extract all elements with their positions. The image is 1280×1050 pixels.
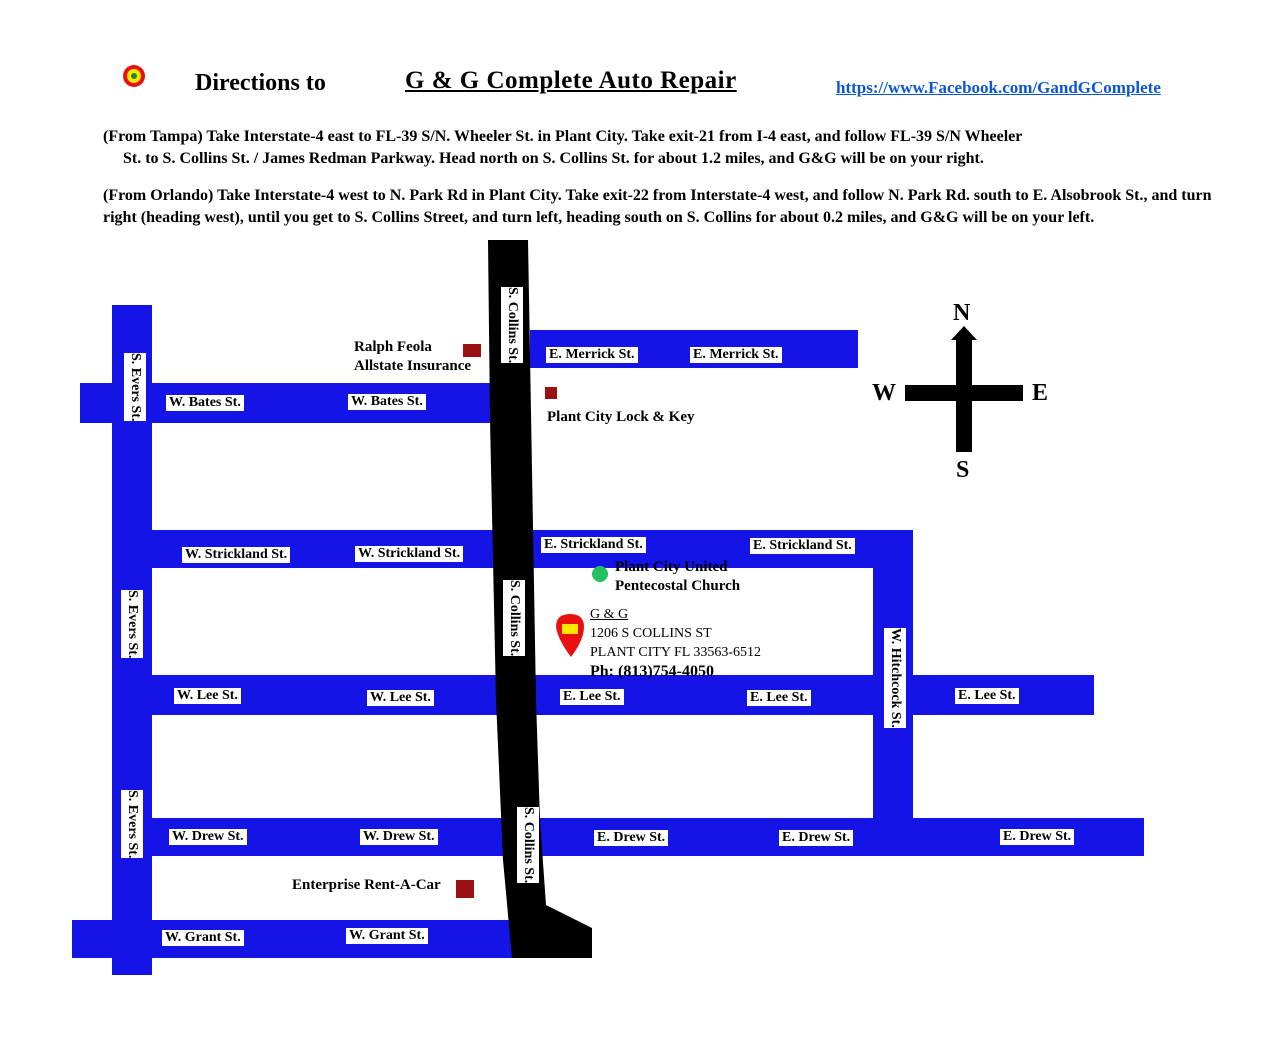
label-evers-top: S. Evers St. (124, 353, 146, 421)
label-grant-1: W. Grant St. (162, 930, 244, 946)
ralph-feola-label (354, 338, 471, 376)
road-grant (72, 920, 532, 958)
label-lee-e2: E. Lee St. (747, 690, 811, 706)
label-strickland-w2: W. Strickland St. (355, 546, 463, 562)
location-pin-icon (556, 614, 584, 657)
logo-icon (123, 65, 145, 87)
compass-south: S (956, 457, 970, 483)
business-title: G & G Complete Auto Repair (405, 67, 737, 94)
label-merrick-1: E. Merrick St. (546, 347, 638, 363)
label-bates-1: W. Bates St. (166, 395, 244, 411)
label-lee-w2: W. Lee St. (367, 690, 434, 706)
label-lee-e1: E. Lee St. (560, 689, 624, 705)
label-strickland-e1: E. Strickland St. (541, 537, 646, 553)
directions-from-tampa (103, 126, 1223, 170)
label-bates-2: W. Bates St. (348, 394, 426, 410)
compass-east: E (1032, 380, 1049, 406)
label-collins-bottom: S. Collins St. (517, 807, 539, 883)
label-hitchcock: W. Hitchcock St. (884, 628, 906, 728)
label-drew-e1: E. Drew St. (594, 830, 668, 846)
business-name: G & G (590, 607, 629, 622)
tampa-line-1: (From Tampa) Take Interstate-4 east to FL-39 S/N. Wheeler St. in Plant City. Take exit-21 from I-4 east, and follow FL-39 S/N Wheeler (103, 128, 1023, 145)
label-drew-e3: E. Drew St. (1000, 829, 1074, 845)
compass-north: N (953, 300, 971, 326)
label-strickland-w1: W. Strickland St. (182, 547, 290, 563)
label-collins-mid: S. Collins St. (503, 580, 525, 656)
business-address-2: PLANT CITY FL 33563-6512 (590, 645, 761, 660)
title-prefix: Directions to (195, 70, 326, 96)
label-evers-bottom: S. Evers St. (121, 790, 143, 858)
label-collins-top: S. Collins St. (501, 287, 523, 363)
tampa-line-2: St. to S. Collins St. / James Redman Parkway. Head north on S. Collins St. for about 1.2 miles, and G&G will be on your right. (123, 150, 984, 167)
enterprise-marker (456, 880, 474, 898)
label-grant-2: W. Grant St. (346, 928, 428, 944)
compass-icon (905, 326, 1023, 452)
label-strickland-e2: E. Strickland St. (750, 538, 855, 554)
label-drew-w2: W. Drew St. (360, 829, 438, 845)
label-lee-e3: E. Lee St. (955, 688, 1019, 704)
label-evers-mid: S. Evers St. (121, 590, 143, 658)
directions-from-orlando: (From Orlando) Take Interstate-4 west to N. Park Rd in Plant City. Take exit-22 from Interstate-4 west, and follow N. Park Rd. south to E. Alsobrook St., and turn right (heading west), until you get to S. Collins Street, and turn left, heading south on S. Collins for about 0.2 miles, and G&G will be on your left. (103, 187, 1212, 226)
ralph-line-1: Ralph Feola (354, 339, 432, 355)
church-line-2: Pentecostal Church (615, 578, 741, 594)
lock-key-label: Plant City Lock & Key (547, 409, 695, 425)
label-drew-w1: W. Drew St. (169, 829, 247, 845)
compass-west: W (872, 380, 896, 406)
ralph-line-2: Allstate Insurance (354, 358, 472, 374)
business-address-1: 1206 S COLLINS ST (590, 626, 712, 641)
facebook-link[interactable]: https://www.Facebook.com/GandGComplete (836, 78, 1161, 97)
label-lee-w1: W. Lee St. (174, 688, 241, 704)
label-drew-e2: E. Drew St. (779, 830, 853, 846)
church-label (615, 558, 740, 596)
business-info (590, 605, 761, 681)
church-marker (592, 566, 608, 582)
lock-key-marker (545, 387, 557, 399)
church-line-1: Plant City United (615, 559, 728, 575)
label-merrick-2: E. Merrick St. (690, 347, 782, 363)
enterprise-label: Enterprise Rent-A-Car (292, 877, 441, 893)
business-phone: Ph: (813)754-4050 (590, 663, 714, 680)
